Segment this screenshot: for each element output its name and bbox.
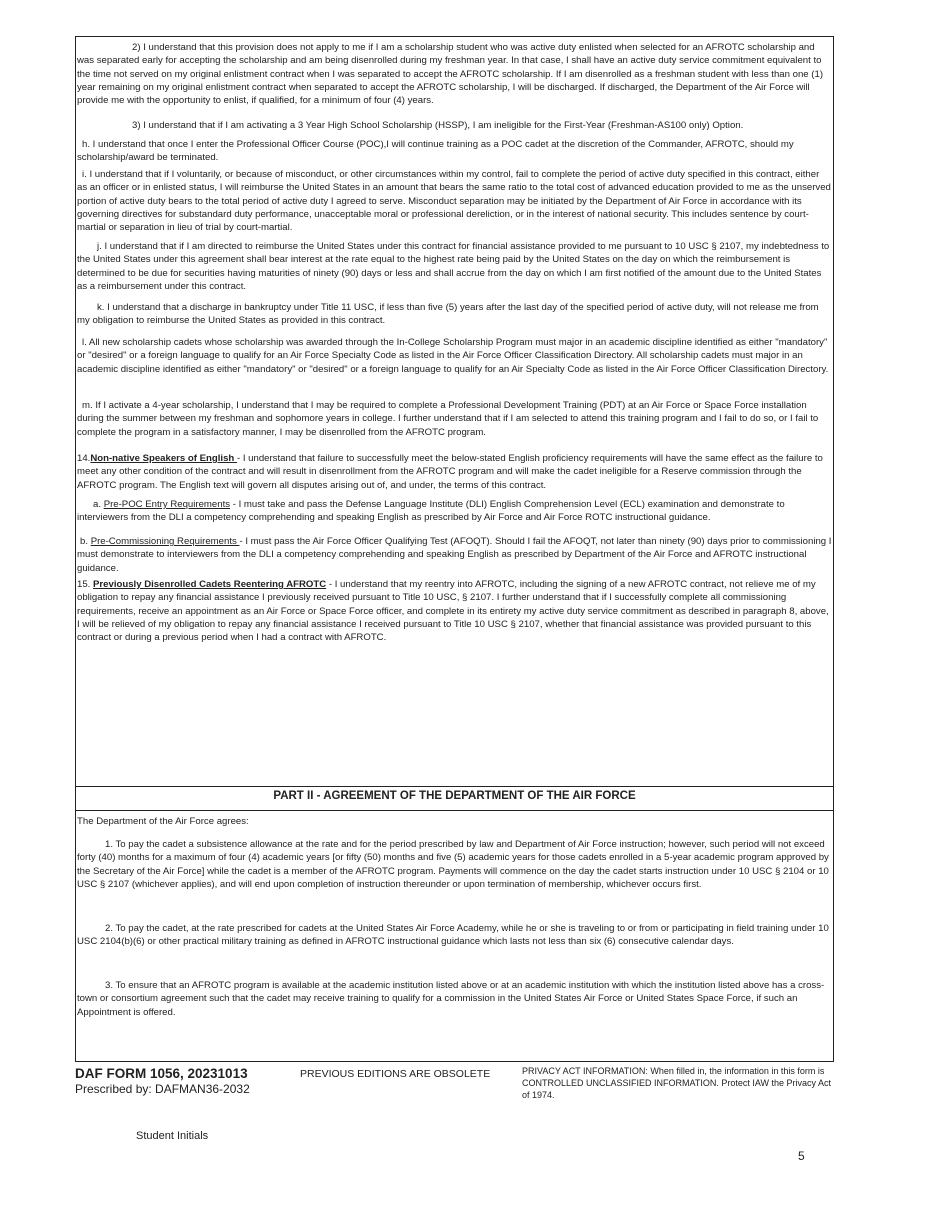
page-number: 5 — [798, 1149, 805, 1163]
part-2-intro: The Department of the Air Force agrees: — [77, 816, 249, 827]
section-14a-label: a. — [93, 499, 102, 510]
privacy-act-notice: PRIVACY ACT INFORMATION: When filled in, the information in this form is CONTROLLED UNCLASSIFIED INFORMATION. Protect IAW the Privacy Act of 1974. — [522, 1066, 832, 1100]
section-15-body: - I understand that my reentry into AFROTC, including the signing of a new AFROTC contract, not relieve me of my obligation to repay any financial assistance I previously received pursuant to Title 10 USC, § 2107. I further understand that if I successfully complete all commissioning requirements, receive an appointment as an Air Force or Space Force officer, and complete in its entirety my active duty service commitment as described in paragraph 8, above, I will be relieved of my obligation to repay any financial assistance I received pursuant to Title 10 USC § 2107, whether that financial assistance was provided pursuant to this contract or during a previous period when I had a contract with AFROTC. — [77, 579, 829, 644]
section-14b — [77, 535, 832, 575]
paragraph-3: 3) I understand that if I am activating a 3 Year High School Scholarship (HSSP), I am ineligible for the First-Year (Freshman-AS100 only) Option. — [132, 120, 744, 131]
paragraph-h: h. I understand that once I enter the Professional Officer Course (POC),I will continue training as a POC cadet at the discretion of the Commander, AFROTC, should my scholarship/award be terminated. — [77, 139, 794, 164]
section-14 — [77, 452, 832, 492]
part-2-title: PART II - AGREEMENT OF THE DEPARTMENT OF THE AIR FORCE — [273, 790, 636, 802]
paragraph-k: k. I understand that a discharge in bankruptcy under Title 11 USC, if less than five (5) years after the last day of the specified period of active duty, will not release me from my obligation to reimburse the United States as provided in this contract. — [77, 302, 819, 327]
section-15 — [77, 578, 832, 644]
section-14b-body: - I must pass the Air Force Officer Qualifying Test (AFOQT). Should I fail the AFOQT, not later than ninety (90) days prior to commissioning I must demonstrate to interviewers from the DLI a competency comprehending and speaking English as prescribed by Department of the Air Force and AFROTC instructional guidance. — [77, 536, 832, 574]
part-divider-bottom — [75, 810, 834, 811]
paragraph-i: i. I understand that if I voluntarily, or because of misconduct, or other circumstances within my control, fail to complete the period of active duty specified in this contract, either as an officer or in enlisted status, I will reimburse the United States in an amount that bears the same ratio to the total cost of advanced education provided to me as the unserved portion of active duty bears to the total period of active duty I agreed to serve. Misconduct separation may be initiated by the Department of Air Force in accordance with its governing directives for substandard duty performance, unacceptable moral or professional dereliction, or in the interest of national security. This includes sentence by court-martial or separation in lieu of trial by court-martial. — [77, 169, 831, 234]
section-14a — [77, 498, 832, 525]
section-15-number: 15. — [77, 579, 91, 590]
section-15-title: Previously Disenrolled Cadets Reentering AFROTC — [93, 579, 327, 590]
section-14b-label: b. — [80, 536, 89, 547]
part-divider-top — [75, 786, 834, 787]
section-14a-body: - I must take and pass the Defense Language Institute (DLI) English Comprehension Level (ECL) examination and demonstrate to interviewers from the DLI a competency comprehending and speaking English as prescribed by Air Force and Air Force ROTC instructional guidance. — [77, 499, 785, 524]
paragraph-m: m. If I activate a 4-year scholarship, I understand that I may be required to complete a Professional Development Training (PDT) at an Air Force or Space Force installation during the summer between my freshman and sophomore years in college. I further understand that if I am selected to attend this training program and I fail to do so, or I fail to complete the program in a satisfactory manner, I may be disenrolled from the AFROTC program. — [77, 400, 819, 438]
part-2-item-2: 2. To pay the cadet, at the rate prescribed for cadets at the United States Air Force Academy, while he or she is traveling to or from or participating in field training under 10 USC 2104(b)(6) or other practical military training as defined in AFROTC instructional guidance which lasts not less than six (6) consecutive calendar days. — [77, 923, 829, 948]
paragraph-l: l. All new scholarship cadets whose scholarship was awarded through the In-College Scholarship Program must major in an academic discipline identified as either "mandatory" or "desired" or a foreign language to qualify for an Air Force Specialty Code as listed in the Air Force Officer Classification Directory. All scholarship cadets must major in an academic discipline identified as either "mandatory" or "desired" or a foreign language to qualify for an Air Specialty Code as listed in the Air Force Officer Classification Directory. — [77, 337, 829, 375]
section-14-body: - I understand that failure to successfully meet the below-stated English proficiency requirements will have the same effect as the failure to meet any other condition of the contract and will result in disenrollment from the AFROTC program and will make the cadet ineligible for a Reserve commission through the AFROTC program. The English text will govern all disputes arising out of, and under, the terms of this contract. — [77, 453, 823, 491]
part-2-item-1: 1. To pay the cadet a subsistence allowance at the rate and for the period prescribed by law and Department of Air Force instruction; however, such period will not exceed forty (40) months for a maximum of four (4) academic years [or fifty (50) months and five (5) academic years for those cadets enrolled in a 5-year academic program approved by the Secretary of the Air Force] while the cadet is a member of the AFROTC program. Payments will commence on the day the cadet starts instruction under 10 USC § 2104 or 10 USC § 2107 (whichever applies), and will end upon completion of instruction thereunder or upon termination of membership, whichever occurs first. — [77, 839, 829, 890]
form-number: DAF FORM 1056, 20231013 — [75, 1066, 248, 1081]
section-14b-title: Pre-Commissioning Requirements — [90, 536, 240, 547]
paragraph-j: j. I understand that if I am directed to reimburse the United States under this contract for financial assistance provided to me pursuant to 10 USC § 2107, my indebtedness to the United States under this agreement shall bear interest at the rate equal to the highest rate being paid by the United States on the day on which the reimbursement is determined to be due for securities having maturities of ninety (90) days or less and shall accrue from the day on which I am first notified of the amount due to the United States as a reimbursement under this contract. — [77, 241, 830, 292]
prescribed-by: Prescribed by: DAFMAN36-2032 — [75, 1082, 250, 1096]
paragraph-2: 2) I understand that this provision does not apply to me if I am a scholarship student who was active duty enlisted when selected for an AFROTC scholarship and was separated early for accepting the scholarship and am being disenrolled during my freshman year. In that case, I shall have an active duty service commitment equivalent to the time not served on my original enlistment contract when I was separated to accept the AFROTC scholarship. If I am disenrolled as a freshman student with less than one (1) year remaining on my original enlistment contract when separated to accept the AFROTC scholarship, I will be discharged. If discharged, the Department of the Air Force will provide me with the opportunity to enlist, if qualified, for a minimum of four (4) years. — [77, 42, 824, 107]
student-initials-label: Student Initials — [136, 1130, 209, 1142]
previous-editions-notice: PREVIOUS EDITIONS ARE OBSOLETE — [300, 1068, 491, 1080]
section-14-number: 14. — [77, 453, 91, 464]
section-14-title: Non-native Speakers of English — [90, 453, 237, 464]
section-14a-title: Pre-POC Entry Requirements — [103, 499, 231, 510]
part-2-item-3: 3. To ensure that an AFROTC program is available at the academic institution listed above or at an academic institution with which the institution listed above has a cross-town or consortium agreement such that the cadet may receive training to qualify for a commission in the United States Air Force or United States Space Force, if such an Appointment is offered. — [77, 980, 825, 1018]
